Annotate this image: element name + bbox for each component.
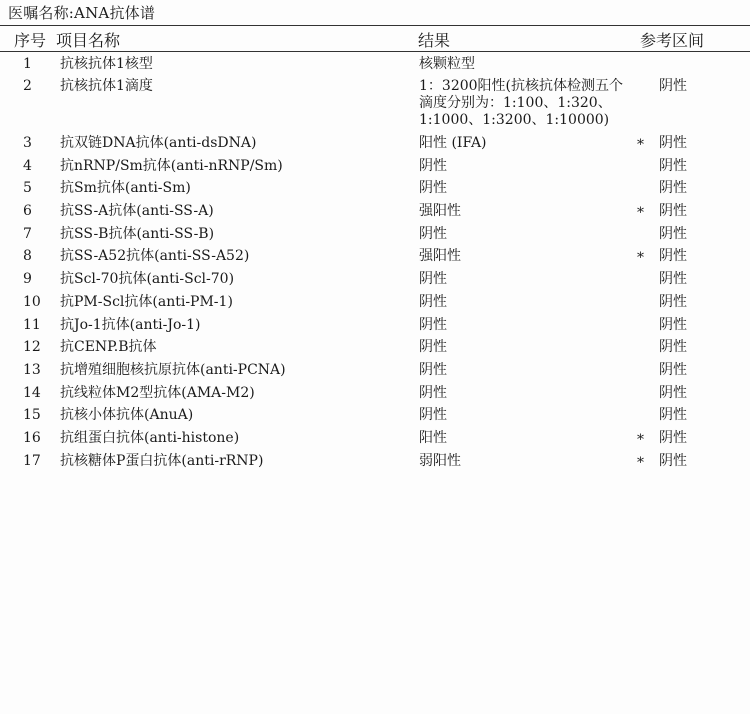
item-name: 抗线粒体M2型抗体(AMA-M2) — [60, 384, 255, 401]
result-value: 阴性 — [419, 225, 447, 242]
row-number: 16 — [23, 429, 41, 446]
result-value: 强阳性 — [419, 248, 461, 265]
item-name: 抗Scl-70抗体(anti-Scl-70) — [60, 271, 235, 288]
result-value: 强阳性 — [419, 203, 461, 220]
table-header — [0, 25, 750, 52]
table-row — [0, 158, 750, 181]
abnormal-flag: * — [637, 250, 644, 267]
table-row — [0, 430, 750, 453]
row-number: 2 — [23, 78, 32, 94]
reference-range: 阴性 — [659, 429, 687, 446]
item-name: 抗Jo-1抗体(anti-Jo-1) — [60, 316, 201, 333]
reference-range: 阴性 — [659, 157, 687, 174]
result-value: 阴性 — [419, 180, 447, 197]
order-name: 医嘱名称:ANA抗体谱 — [8, 4, 156, 22]
header-reference-range: 参考区间 — [640, 31, 705, 50]
row-number: 1 — [23, 56, 32, 72]
abnormal-flag: * — [637, 205, 644, 222]
row-number: 10 — [23, 293, 41, 310]
item-name: 抗核小体抗体(AnuA) — [60, 407, 194, 424]
header-item-name: 项目名称 — [56, 31, 121, 50]
item-name: 抗核抗体1滴度 — [60, 78, 153, 94]
reference-range: 阴性 — [659, 316, 687, 333]
abnormal-flag: * — [637, 431, 644, 448]
table-row — [0, 407, 750, 430]
abnormal-flag: * — [637, 454, 644, 471]
result-value: 1：3200阳性(抗核抗体检测五个 滴度分别为：1:100、1:320、 1:1000、1:3200、1:10000) — [419, 78, 623, 128]
item-name: 抗Sm抗体(anti-Sm) — [60, 180, 191, 197]
table-row — [0, 203, 750, 226]
abnormal-flag: * — [637, 137, 644, 153]
item-name: 抗nRNP/Sm抗体(anti-nRNP/Sm) — [60, 157, 283, 174]
reference-range: 阴性 — [659, 78, 687, 94]
table-row — [0, 56, 750, 78]
item-name: 抗SS-B抗体(anti-SS-B) — [60, 225, 215, 242]
reference-range: 阴性 — [659, 271, 687, 288]
result-table-body — [0, 56, 750, 475]
result-value: 阳性 (IFA) — [419, 135, 487, 151]
row-number: 7 — [23, 225, 32, 242]
table-row — [0, 362, 750, 385]
row-number: 5 — [23, 180, 32, 197]
table-row — [0, 226, 750, 249]
item-name: 抗PM-Scl抗体(anti-PM-1) — [60, 293, 233, 310]
table-row — [0, 180, 750, 203]
result-value: 阴性 — [419, 339, 447, 356]
table-row — [0, 339, 750, 362]
row-number: 9 — [23, 271, 32, 288]
reference-range: 阴性 — [659, 293, 687, 310]
table-row — [0, 78, 750, 135]
result-value: 阴性 — [419, 271, 447, 288]
row-number: 15 — [23, 407, 41, 424]
reference-range: 阴性 — [659, 452, 687, 469]
result-value: 阴性 — [419, 361, 447, 378]
header-seq: 序号 — [14, 31, 47, 50]
row-number: 13 — [23, 361, 41, 378]
row-number: 4 — [23, 157, 32, 174]
item-name: 抗SS-A52抗体(anti-SS-A52) — [60, 248, 250, 265]
item-name: 抗核糖体P蛋白抗体(anti-rRNP) — [60, 452, 264, 469]
item-name: 抗双链DNA抗体(anti-dsDNA) — [60, 135, 257, 151]
reference-range: 阴性 — [659, 225, 687, 242]
reference-range: 阴性 — [659, 248, 687, 265]
result-value: 阴性 — [419, 384, 447, 401]
row-number: 6 — [23, 203, 32, 220]
reference-range: 阴性 — [659, 384, 687, 401]
item-name: 抗SS-A抗体(anti-SS-A) — [60, 203, 214, 220]
result-value: 弱阳性 — [419, 452, 461, 469]
reference-range: 阴性 — [659, 203, 687, 220]
table-row — [0, 294, 750, 317]
result-value: 阳性 — [419, 429, 447, 446]
row-number: 14 — [23, 384, 41, 401]
table-row — [0, 271, 750, 294]
row-number: 11 — [23, 316, 41, 333]
result-value: 阴性 — [419, 407, 447, 424]
reference-range: 阴性 — [659, 339, 687, 356]
reference-range: 阴性 — [659, 407, 687, 424]
table-row — [0, 317, 750, 340]
row-number: 17 — [23, 452, 41, 469]
row-number: 3 — [23, 135, 32, 151]
header-result: 结果 — [418, 31, 451, 50]
table-row — [0, 453, 750, 476]
result-value: 阴性 — [419, 316, 447, 333]
table-row — [0, 385, 750, 408]
item-name: 抗CENP.B抗体 — [60, 339, 157, 356]
row-number: 8 — [23, 248, 32, 265]
result-value: 核颗粒型 — [419, 56, 475, 72]
table-row — [0, 248, 750, 271]
result-value: 阴性 — [419, 293, 447, 310]
reference-range: 阴性 — [659, 180, 687, 197]
reference-range: 阴性 — [659, 361, 687, 378]
item-name: 抗核抗体1核型 — [60, 56, 153, 72]
result-value: 阴性 — [419, 157, 447, 174]
item-name: 抗增殖细胞核抗原抗体(anti-PCNA) — [60, 361, 286, 378]
row-number: 12 — [23, 339, 41, 356]
reference-range: 阴性 — [659, 135, 687, 151]
item-name: 抗组蛋白抗体(anti-histone) — [60, 429, 240, 446]
table-row — [0, 135, 750, 158]
